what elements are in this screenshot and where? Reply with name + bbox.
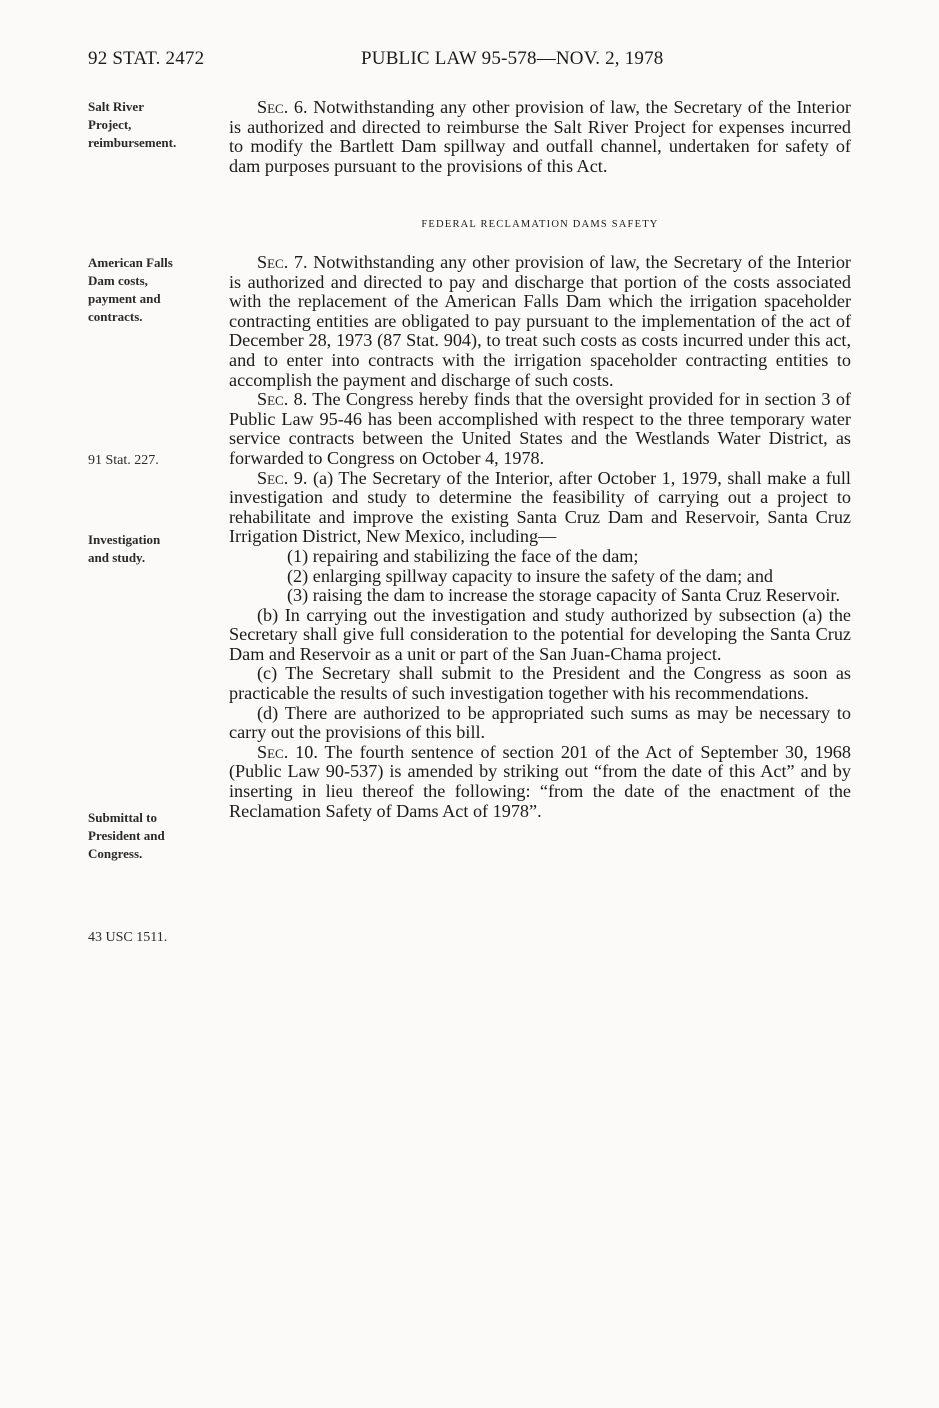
margin-note-submittal: Submittal to President and Congress. [88, 810, 165, 861]
section-9-subsection-d: (d) There are authorized to be appropriated such sums as may be necessary to carry out the provisions of this bill. [229, 702, 851, 743]
section-7-text: Notwithstanding any other provision of law, the Secretary of the Interior is authorized and directed to pay and discharge that portion of the costs associated with the replacement of the American Falls Dam which the irrigation spaceholder contracting entities are obligated to pay pursuant to the implementation of the act of December 28, 1973 (87 Stat. 904), to treat such costs as costs incurred under this act, and to enter into contracts with the irrigation spaceholder contracting entities to accomplish the payment and discharge of such costs. [229, 252, 851, 390]
section-6-paragraph [229, 98, 851, 176]
margin-note-stat-227: 91 Stat. 227. [88, 453, 159, 468]
section-9-text-a: (a) The Secretary of the Interior, after October 1, 1979, shall make a full investigation and study to determine the feasibility of carrying out a project to rehabilitate and improve the existing Santa Cruz Dam and Reservoir, Santa Cruz Irrigation District, New Mexico, including— [229, 467, 851, 547]
section-9-subsection-c: (c) The Secretary shall submit to the President and the Congress as soon as practicable the results of such investigation together with his recommendations. [229, 663, 851, 704]
margin-note-salt-river: Salt River Project, reimbursement. [88, 99, 177, 150]
section-9-paragraph [229, 469, 851, 547]
page-reference: 92 STAT. 2472 [88, 48, 205, 69]
law-reference: PUBLIC LAW 95-578—NOV. 2, 1978 [361, 48, 664, 69]
section-6-text: Notwithstanding any other provision of law, the Secretary of the Interior is authorized and directed to reimburse the Salt River Project for expenses incurred to modify the Bartlett Dam spillway and outfall channel, undertaken for safety of dam purposes pursuant to the provisions of this Act. [229, 97, 851, 176]
main-body [229, 253, 851, 821]
section-10-paragraph [229, 743, 851, 821]
page-header [88, 48, 708, 74]
section-8-label: Sec. 8. [257, 389, 308, 410]
section-8-text: The Congress hereby finds that the oversight provided for in section 3 of Public Law 95-46 has been accomplished with respect to the three temporary water service contracts between the United States and the Westlands Water District, as forwarded to Congress on October 4, 1978. [229, 389, 851, 468]
margin-note-investigation: Investigation and study. [88, 532, 161, 565]
section-heading: FEDERAL RECLAMATION DAMS SAFETY [421, 219, 659, 230]
margin-note-usc: 43 USC 1511. [88, 930, 168, 945]
section-9-subsection-b: (b) In carrying out the investigation and study authorized by subsection (a) the Secretary shall give full consideration to the potential for developing the Santa Cruz Dam and Reservoir as a unit or part of the San Juan-Chama project. [229, 604, 851, 664]
section-9-label: Sec. 9. [257, 467, 308, 488]
section-9-item-1: (1) repairing and stabilizing the face of the dam; [287, 545, 639, 566]
margin-note-american-falls: American Falls Dam costs, payment and contracts. [88, 255, 173, 324]
section-9-item-3: (3) raising the dam to increase the storage capacity of Santa Cruz Reservoir. [287, 585, 841, 606]
section-10-label: Sec. 10. [257, 741, 318, 762]
section-9-item-2: (2) enlarging spillway capacity to insure the safety of the dam; and [287, 565, 774, 586]
section-6-label: Sec. 6. [257, 97, 308, 117]
section-7-paragraph [229, 253, 851, 390]
section-8-paragraph [229, 390, 851, 468]
section-7-label: Sec. 7. [257, 252, 308, 272]
section-6 [229, 98, 851, 176]
section-10-text: The fourth sentence of section 201 of the Act of September 30, 1968 (Public Law 90-537) is amended by striking out “from the date of this Act” and by inserting in lieu thereof the following: “from the date of the enactment of the Reclamation Safety of Dams Act of 1978”. [229, 741, 851, 821]
